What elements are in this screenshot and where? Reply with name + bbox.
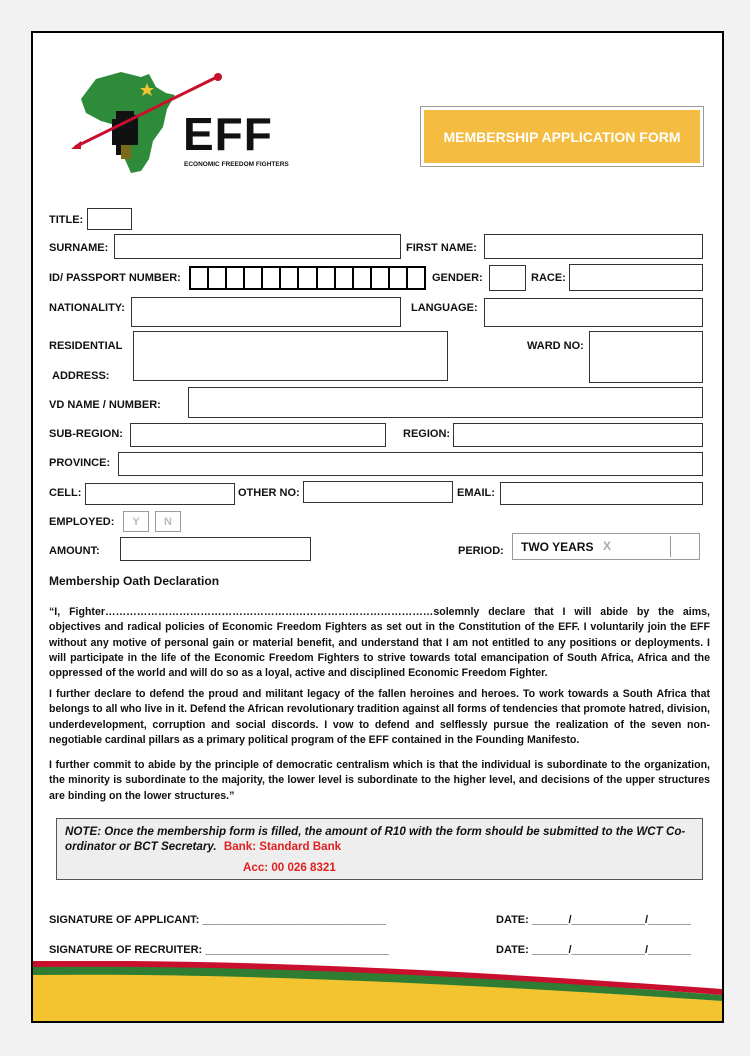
gender-label: GENDER: bbox=[432, 272, 483, 284]
nationality-input[interactable] bbox=[131, 297, 401, 327]
form-page bbox=[31, 31, 724, 1023]
bank-name: Bank: Standard Bank bbox=[223, 840, 342, 853]
residential-label: RESIDENTIAL bbox=[49, 340, 123, 352]
province-input[interactable] bbox=[118, 452, 703, 476]
title-label: TITLE: bbox=[49, 214, 84, 226]
first-name-input[interactable] bbox=[484, 234, 703, 259]
first-name-label: FIRST NAME: bbox=[406, 242, 477, 254]
province-label: PROVINCE: bbox=[49, 457, 111, 469]
race-label: RACE: bbox=[531, 272, 566, 284]
period-label: PERIOD: bbox=[458, 545, 504, 557]
note-text: NOTE: Once the membership form is filled, the amount of R10 with the form should be submitted to the WCT Co-ordinator or BCT Secretary. bbox=[65, 825, 686, 853]
oath-paragraph-3: I further commit to abide by the principle of democratic centralism which is that the individual is subordinate to the organization, the minority is subordinate to the majority, the lower level is subordinate to the higher level, and decisions of the upper structures are binding on the lower structures.” bbox=[49, 759, 710, 802]
email-input[interactable] bbox=[500, 482, 703, 505]
title-input[interactable] bbox=[87, 208, 132, 230]
date-recruiter[interactable]: DATE: ______/____________/_______ bbox=[496, 944, 691, 956]
employed-label: EMPLOYED: bbox=[49, 516, 115, 528]
other-no-input[interactable] bbox=[303, 481, 453, 503]
id-number-grid[interactable] bbox=[189, 266, 426, 290]
period-select[interactable] bbox=[512, 533, 700, 560]
residential-address-input[interactable] bbox=[133, 331, 448, 381]
oath-paragraph-2: I further declare to defend the proud and militant legacy of the fallen heroines and heroes. To work towards a South Africa that belongs to all who live in it. Defend the African revolutionary tradition against all forms of tendencies that promote hatred, division, underdevelopment, corruption and social discords. I vow to defend and selflessly pursue the realization of the seven non-negotiable cardinal pillars as a primary political program of the EFF contained in the Founding Manifesto. bbox=[49, 688, 710, 746]
region-input[interactable] bbox=[453, 423, 703, 447]
language-input[interactable] bbox=[484, 298, 703, 327]
cell-input[interactable] bbox=[85, 483, 235, 505]
amount-input[interactable] bbox=[120, 537, 311, 561]
surname-input[interactable] bbox=[114, 234, 401, 259]
address-label: ADDRESS: bbox=[52, 370, 110, 382]
sub-region-input[interactable] bbox=[130, 423, 386, 447]
ward-no-input[interactable] bbox=[589, 331, 703, 383]
cell-label: CELL: bbox=[49, 487, 82, 499]
race-input[interactable] bbox=[569, 264, 703, 291]
period-value: TWO YEARS bbox=[521, 540, 594, 554]
amount-label: AMOUNT: bbox=[49, 545, 100, 557]
period-mark: X bbox=[603, 539, 612, 553]
ward-no-label: WARD NO: bbox=[527, 340, 584, 352]
signature-applicant[interactable]: SIGNATURE OF APPLICANT: ______________________________ bbox=[49, 914, 386, 926]
logo-text: EFF bbox=[183, 108, 273, 160]
region-label: REGION: bbox=[403, 428, 451, 440]
surname-label: SURNAME: bbox=[49, 242, 109, 254]
oath-heading: Membership Oath Declaration bbox=[49, 574, 220, 588]
employed-yes-box[interactable]: Y bbox=[123, 511, 149, 532]
payment-note bbox=[56, 818, 703, 880]
signature-recruiter[interactable]: SIGNATURE OF RECRUITER: ______________________________ bbox=[49, 944, 389, 956]
footer-swoosh bbox=[33, 961, 722, 1021]
eff-logo bbox=[71, 69, 291, 179]
vd-name-input[interactable] bbox=[188, 387, 703, 418]
form-title-box bbox=[420, 106, 704, 167]
email-label: EMAIL: bbox=[457, 487, 495, 499]
period-divider bbox=[670, 536, 671, 557]
form-title: MEMBERSHIP APPLICATION FORM bbox=[424, 110, 700, 163]
gender-input[interactable] bbox=[489, 265, 526, 291]
language-label: LANGUAGE: bbox=[411, 302, 478, 314]
employed-no-box[interactable]: N bbox=[155, 511, 181, 532]
logo-subtext: ECONOMIC FREEDOM FIGHTERS bbox=[184, 161, 289, 168]
id-passport-label: ID/ PASSPORT NUMBER: bbox=[49, 272, 181, 284]
sub-region-label: SUB-REGION: bbox=[49, 428, 123, 440]
other-no-label: OTHER NO: bbox=[238, 487, 300, 499]
vd-name-label: VD NAME / NUMBER: bbox=[49, 399, 161, 411]
oath-paragraph-1: “I, Fighter…………………………………………………………………………………solemnly declare that I will abide by the aims, objectives and radical policies of Economic Freedom Fighters as set out in the Constitution of the EFF. I voluntarily join the EFF without any motive of personal gain or material benefit, and understand that I am not entitled to any positions or deployments. I will participate in the life of the Economic Freedom Fighters to strive towards total emancipation of South Africa, Africa and the oppressed of the world and will do so as a loyal, active and disciplined Economic Freedom Fighter. bbox=[49, 606, 710, 680]
date-applicant[interactable]: DATE: ______/____________/_______ bbox=[496, 914, 691, 926]
nationality-label: NATIONALITY: bbox=[49, 302, 125, 314]
bank-account: Acc: 00 026 8321 bbox=[243, 861, 336, 874]
